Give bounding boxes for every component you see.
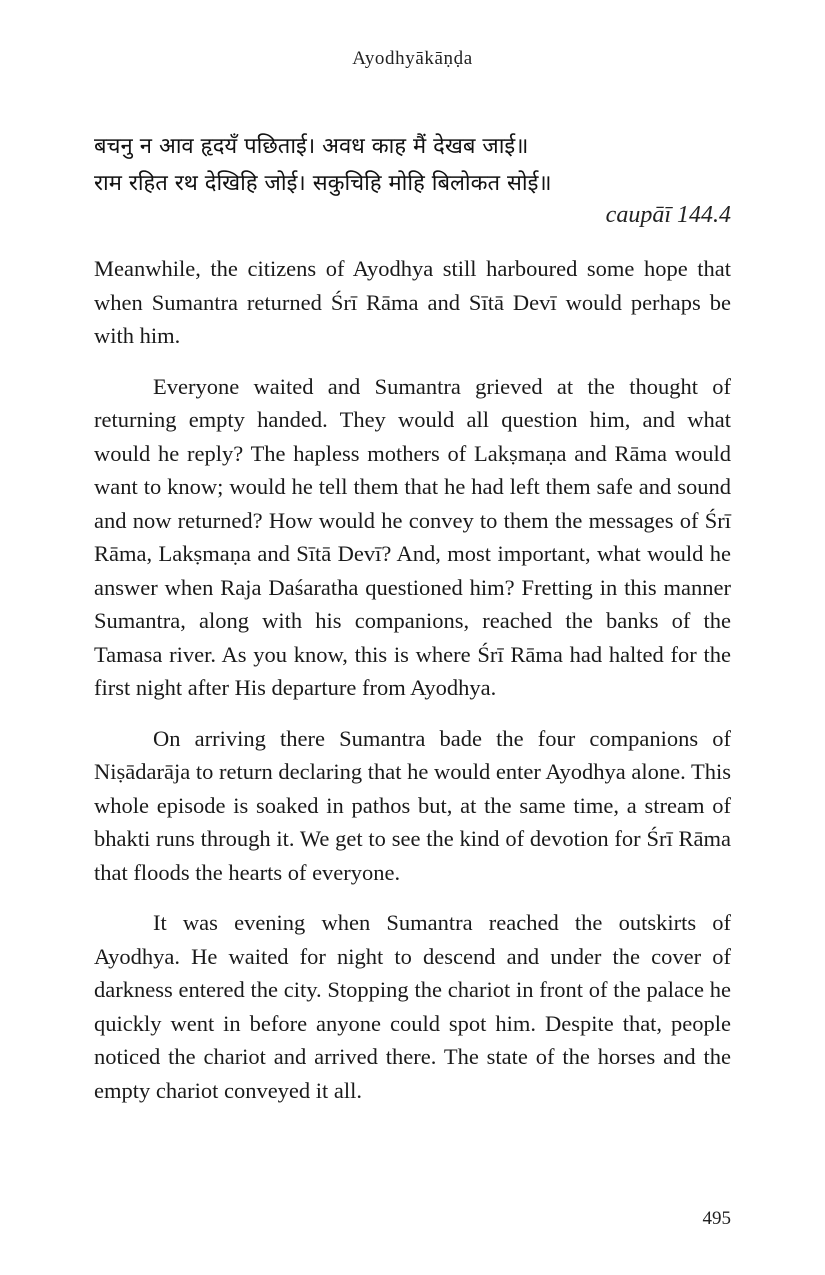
verse-line: बचनु न आव हृदयँ पछिताई। अवध काह मैं देखब जाई॥ xyxy=(94,134,529,159)
page-number: 495 xyxy=(702,1208,731,1229)
verse-block xyxy=(94,128,731,230)
verse-reference: caupāī 144.4 xyxy=(605,202,731,228)
paragraph: Everyone waited and Sumantra grieved at the thought of returning empty handed. They would all question him, and what would he reply? The hapless mothers of Lakṣmaṇa and Rāma would want to know; would he tell them that he had left them safe and sound and now returned? How would he convey to them the messages of Śrī Rāma, Lakṣmaṇa and Sītā Devī? And, most important, what would he answer when Raja Daśaratha questioned him? Fretting in this manner Sumantra, along with his companions, reached the banks of the Tamasa river. As you know, this is where Śrī Rāma had halted for the first night after His departure from Ayodhya. xyxy=(94,373,731,700)
book-page xyxy=(94,0,731,1275)
paragraph: It was evening when Sumantra reached the outskirts of Ayodhya. He waited for night to descend and under the cover of darkness entered the city. Stopping the chariot in front of the palace he quickly went in before anyone could spot him. Despite that, people noticed the chariot and arrived there. The state of the horses and the empty chariot conveyed it all. xyxy=(94,910,731,1103)
paragraph: On arriving there Sumantra bade the four companions of Niṣādarāja to return declaring that he would enter Ayodhya alone. This whole episode is soaked in pathos but, at the same time, a stream of bhakti runs through it. We get to see the kind of devotion for Śrī Rāma that floods the hearts of everyone. xyxy=(94,725,731,885)
verse-line: राम रहित रथ देखिहि जोई। सकुचिहि मोहि बिलोकत सोई॥ xyxy=(94,171,552,196)
running-head: Ayodhyākāṇḍa xyxy=(352,48,473,69)
paragraph: Meanwhile, the citizens of Ayodhya still harboured some hope that when Sumantra returned Śrī Rāma and Sītā Devī would perhaps be with him. xyxy=(94,256,731,348)
body-text xyxy=(94,252,731,1124)
